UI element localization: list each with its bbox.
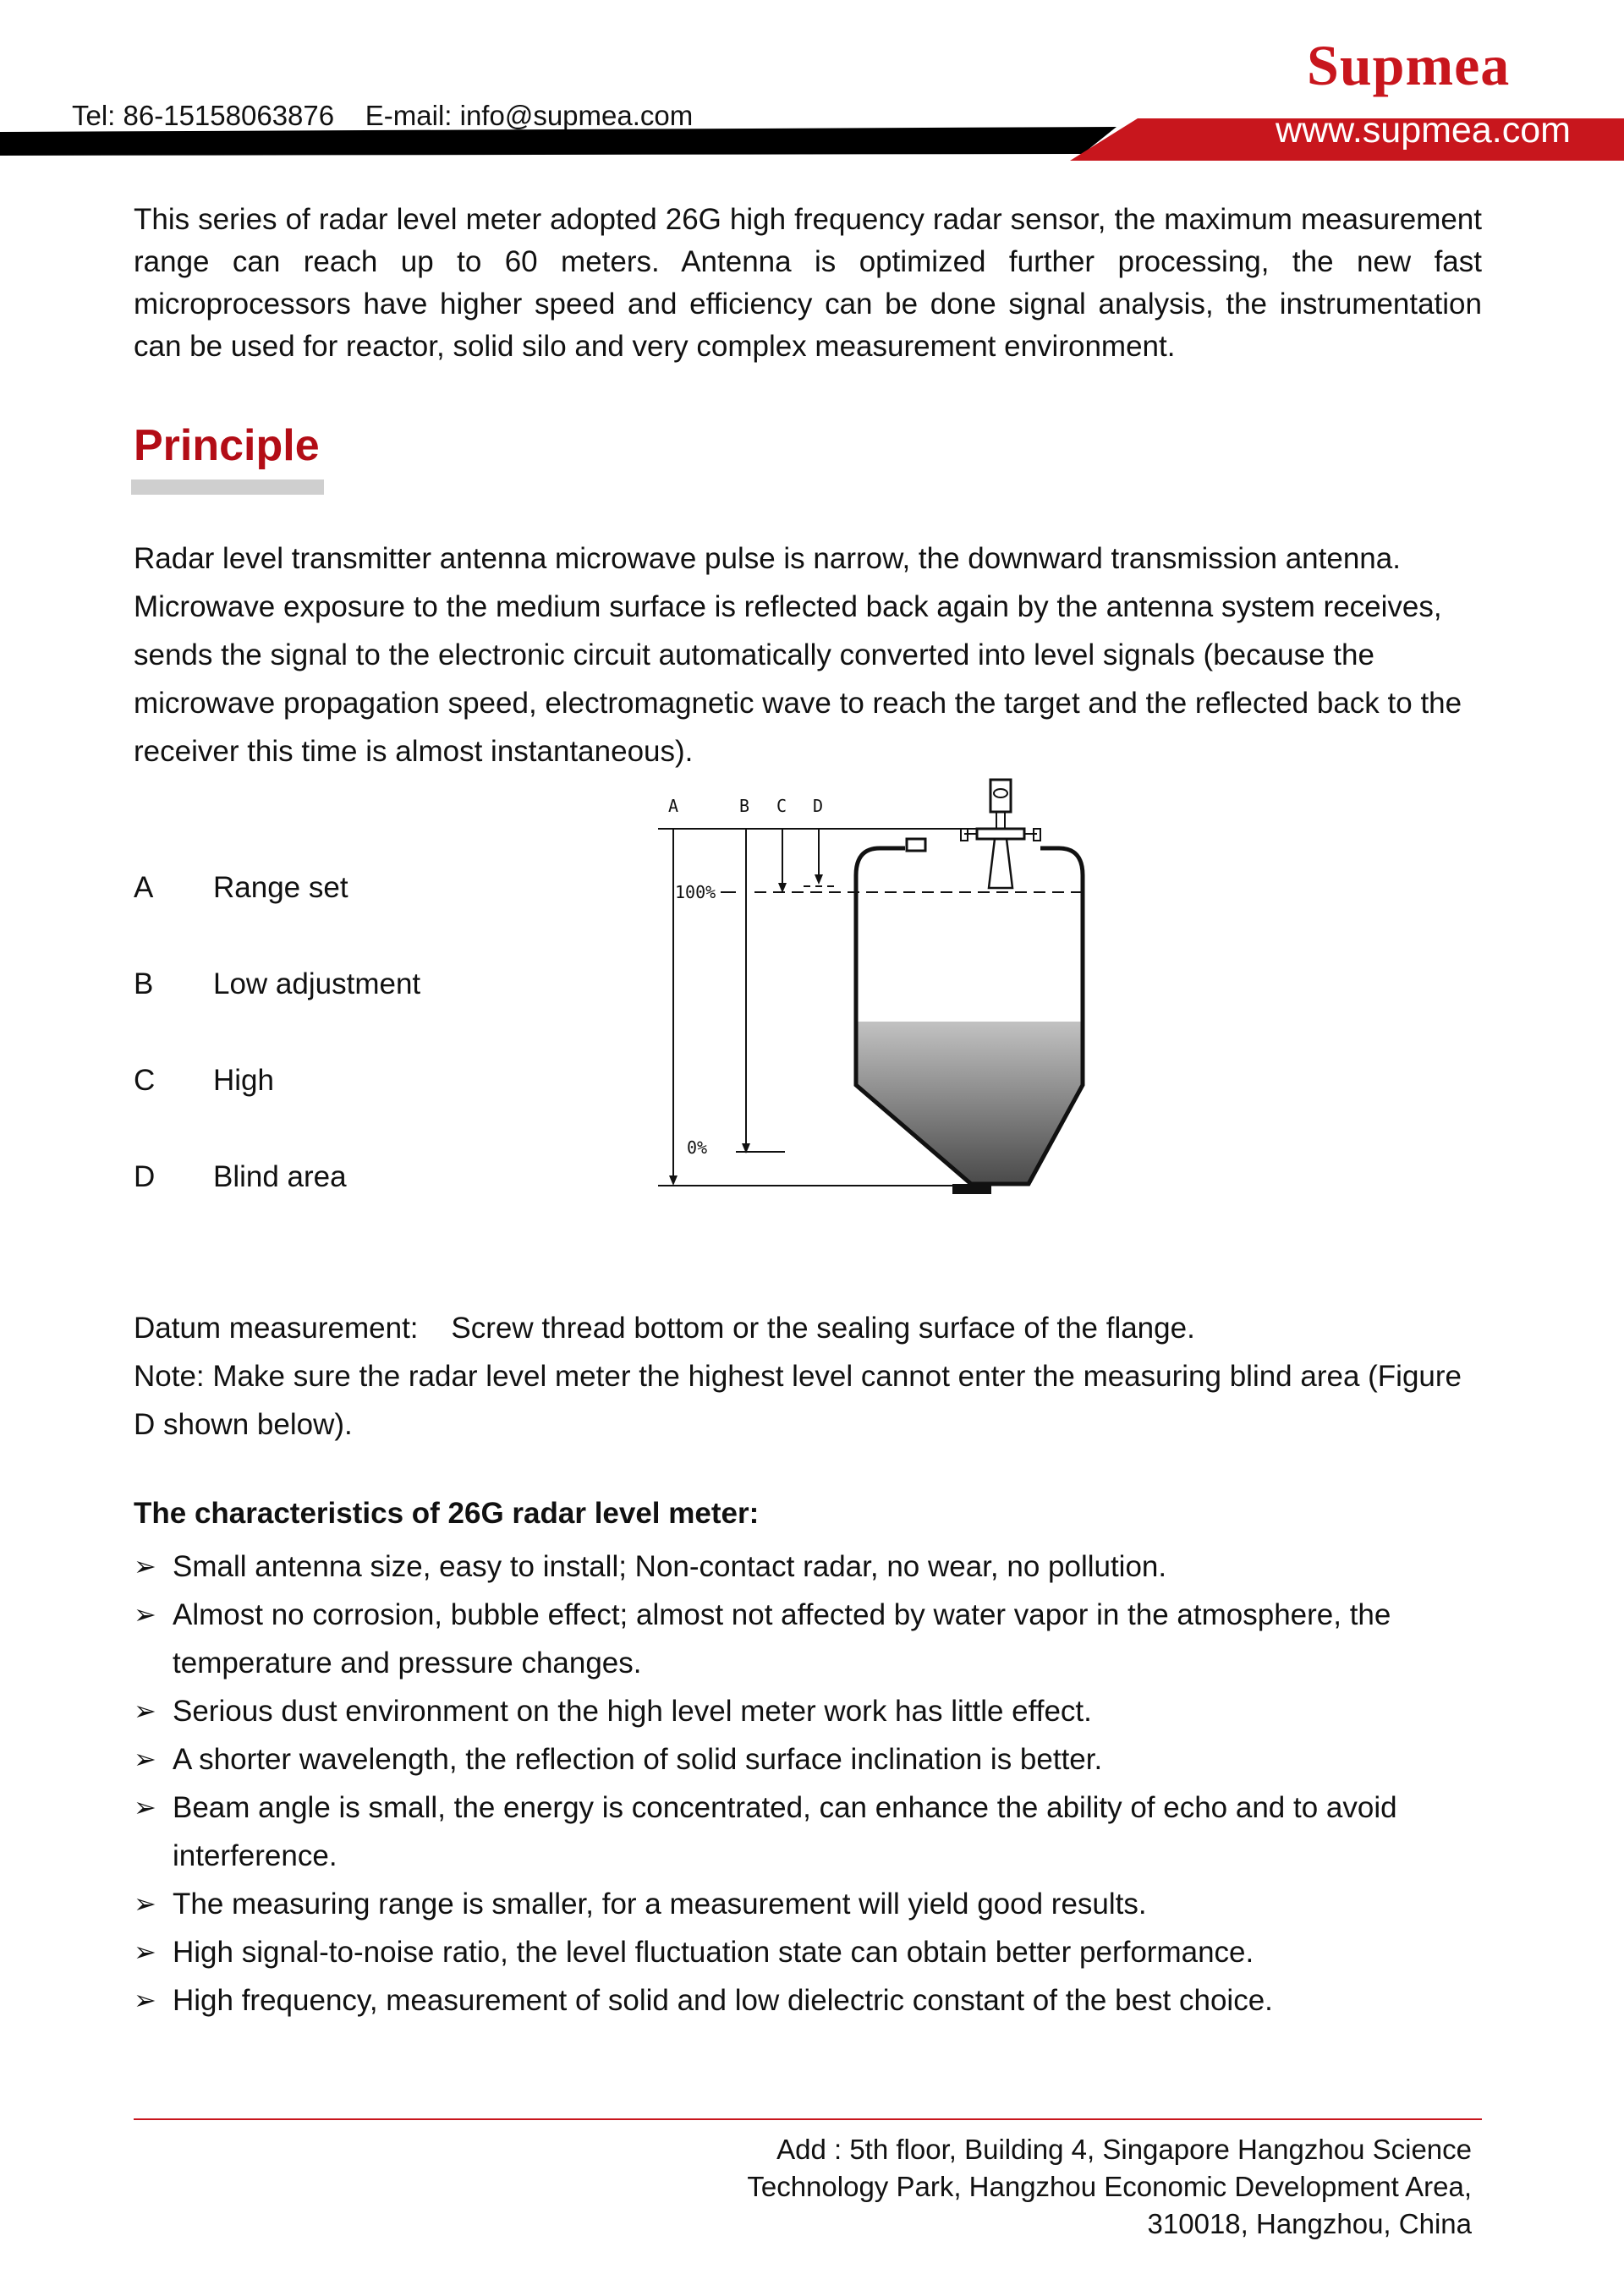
list-item [134,1591,1482,1687]
list-item-text: Almost no corrosion, bubble effect; almost not affected by water vapor in the atmosphere, the temperature and pressure changes. [173,1598,1391,1680]
characteristics-list [134,1543,1482,2025]
silo-material-fill [856,1022,1083,1184]
diagram-label-0: 0% [687,1137,708,1158]
characteristics-heading: The characteristics of 26G radar level meter: [134,1497,760,1530]
diagram-label-b: B [739,796,750,816]
legend-label-d: Blind area [213,1160,347,1193]
legend-label-b: Low adjustment [213,967,421,1000]
legend-letter-d: D [134,1160,156,1193]
list-item [134,1543,1482,1591]
list-item [134,1784,1482,1880]
list-item-text: Serious dust environment on the high level meter work has little effect. [173,1695,1092,1728]
list-item-text: Small antenna size, easy to install; Non-contact radar, no wear, no pollution. [173,1550,1167,1583]
diagram-label-a: A [668,796,679,816]
arrow-bullet-icon: ➢ [134,1792,156,1822]
arrow-bullet-icon: ➢ [134,1599,156,1630]
list-item-text: Beam angle is small, the energy is concentrated, can enhance the ability of echo and to avoid interference. [173,1791,1397,1872]
list-item-text: A shorter wavelength, the reflection of solid surface inclination is better. [173,1743,1103,1776]
legend-label-c: High [213,1064,274,1097]
intro-paragraph: This series of radar level meter adopted 26G high frequency radar sensor, the maximum measurement range can reach up to 60 meters. Antenna is optimized further processing, the new fast microprocessors have higher speed and efficiency can be done signal analysis, the instrumentation can be used for reactor, solid silo and very complex measurement environment. [134,203,1482,363]
diagram-label-d: D [813,796,824,816]
datum-measurement: Datum measurement: Screw thread bottom or the sealing surface of the flange. [134,1312,1195,1345]
brand-logo: Supmea [1307,33,1511,97]
list-item-text: High frequency, measurement of solid and low dielectric constant of the best choice. [173,1984,1273,2017]
list-item [134,1735,1482,1784]
silo-inlet-nozzle [907,839,925,851]
datum-section [134,1304,1482,1449]
header-bar-black [0,127,1116,156]
list-item [134,1928,1482,1976]
address-line-1: Add : 5th floor, Building 4, Singapore Hangzhou Science [776,2134,1472,2165]
arrow-bullet-icon: ➢ [134,1551,156,1581]
legend-letter-b: B [134,967,154,1000]
list-item [134,1880,1482,1928]
address-line-3: 310018, Hangzhou, China [1147,2208,1472,2239]
datum-note: Note: Make sure the radar level meter the highest level cannot enter the measuring blind area (Figure D shown below). [134,1360,1462,1441]
silo-diagram [643,770,1116,1209]
list-item-text: The measuring range is smaller, for a measurement will yield good results. [173,1888,1147,1921]
diagram-label-c: C [776,796,787,816]
legend-label-a: Range set [213,871,348,904]
list-item [134,1687,1482,1735]
silo-outlet [952,1184,991,1194]
legend-letter-c: C [134,1064,156,1097]
principle-paragraph: Radar level transmitter antenna microwave pulse is narrow, the downward transmission antenna. Microwave exposure to the medium surface is reflected back again by the antenna system receives, sends the signal to the electronic circuit automatically converted into level signals (because the microwave propagation speed, electromagnetic wave to reach the target and the reflected back to the receiver this time is almost instantaneous). [134,542,1462,768]
footer-address [694,2131,1472,2243]
address-line-2: Technology Park, Hangzhou Economic Development Area, [747,2171,1472,2202]
list-item-text: High signal-to-noise ratio, the level fluctuation state can obtain better performance. [173,1936,1254,1969]
arrow-bullet-icon: ➢ [134,1937,156,1967]
arrow-bullet-icon: ➢ [134,1696,156,1726]
arrow-bullet-icon: ➢ [134,1985,156,2015]
contact-info: Tel: 86-15158063876 E-mail: info@supmea.com [72,100,694,131]
website-link[interactable]: www.supmea.com [1276,110,1571,151]
list-item [134,1976,1482,2025]
diagram-label-100: 100% [675,882,716,902]
section-title-principle: Principle [134,421,320,470]
arrow-bullet-icon: ➢ [134,1888,156,1919]
legend-letter-a: A [134,871,154,904]
arrow-bullet-icon: ➢ [134,1744,156,1774]
footer-divider [134,2118,1482,2120]
section-title-underline [131,479,324,495]
radar-sensor [961,780,1040,888]
